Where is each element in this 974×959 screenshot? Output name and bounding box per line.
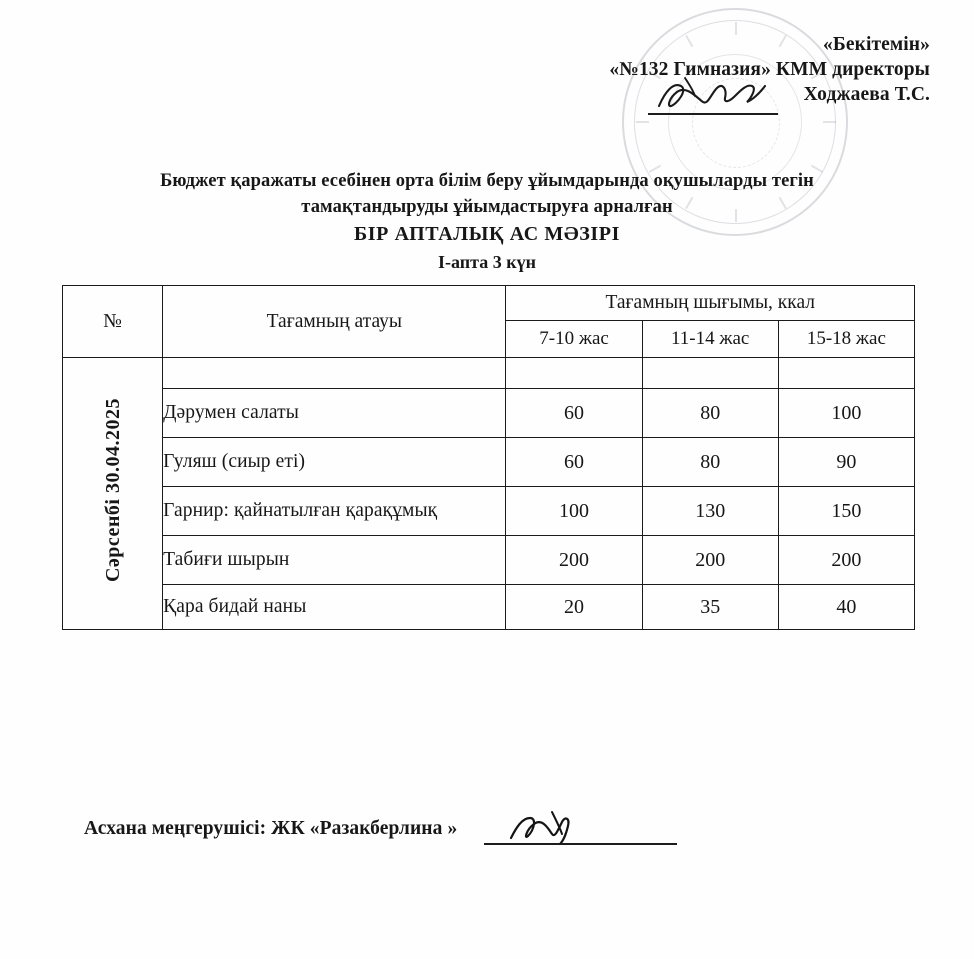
director-name: Ходжаева Т.С.	[803, 84, 930, 105]
table-row	[63, 438, 915, 487]
table-row	[63, 389, 915, 438]
value-age-11-14: 200	[642, 536, 778, 585]
header-age-7-10: 7-10 жас	[506, 321, 642, 358]
header-output: Тағамның шығымы, ккал	[506, 286, 915, 321]
spacer-value-cell-2	[642, 358, 778, 389]
header-age-11-14: 11-14 жас	[642, 321, 778, 358]
value-age-7-10: 60	[506, 389, 642, 438]
value-age-11-14: 130	[642, 487, 778, 536]
date-text: 30.04.2025	[101, 398, 124, 494]
director-org-title: «№132 Гимназия» КММ директоры	[609, 59, 930, 80]
value-age-15-18: 90	[778, 438, 914, 487]
spacer-value-cell-1	[506, 358, 642, 389]
header-dish-name: Тағамның атауы	[163, 286, 506, 358]
value-age-7-10: 20	[506, 585, 642, 630]
title-line-2: тамақтандыруды ұйымдастыруға арналған	[301, 197, 673, 217]
header-number: №	[63, 286, 163, 358]
value-age-15-18: 200	[778, 536, 914, 585]
approval-word: «Бекітемін»	[823, 34, 930, 55]
menu-table	[62, 285, 915, 630]
weekday-text: Сәрсенбі	[101, 498, 124, 583]
value-age-11-14: 35	[642, 585, 778, 630]
value-age-15-18: 100	[778, 389, 914, 438]
value-age-11-14: 80	[642, 438, 778, 487]
title-line-1: Бюджет қаражаты есебінен орта білім беру ұйымдарында оқушыларды тегін	[160, 171, 814, 191]
day-date-vertical-text	[100, 398, 126, 582]
canteen-manager-label: Асхана меңгерушісі: ЖК «Разакберлина »	[84, 818, 458, 839]
canteen-manager-signature-line	[484, 843, 677, 845]
value-age-15-18: 40	[778, 585, 914, 630]
spacer-value-cell-3	[778, 358, 914, 389]
table-row	[63, 487, 915, 536]
document-title	[0, 168, 974, 276]
dish-name: Табиғи шырын	[163, 536, 506, 585]
table-row	[63, 536, 915, 585]
value-age-15-18: 150	[778, 487, 914, 536]
value-age-7-10: 100	[506, 487, 642, 536]
dish-name: Гарнир: қайнатылған қарақұмық	[163, 487, 506, 536]
spacer-dish-cell	[163, 358, 506, 389]
value-age-7-10: 60	[506, 438, 642, 487]
canteen-manager-signature	[508, 806, 598, 846]
dish-name: Гуляш (сиыр еті)	[163, 438, 506, 487]
value-age-11-14: 80	[642, 389, 778, 438]
director-signature-line	[648, 113, 778, 115]
header-age-15-18: 15-18 жас	[778, 321, 914, 358]
table-row	[63, 585, 915, 630]
menu-heading: БІР АПТАЛЫҚ АС МӘЗІРІ	[353, 223, 621, 245]
table-spacer-row	[63, 358, 915, 389]
week-day-label: I-апта 3 күн	[438, 252, 536, 272]
value-age-7-10: 200	[506, 536, 642, 585]
dish-name: Қара бидай наны	[163, 585, 506, 630]
approval-block	[520, 32, 930, 107]
day-date-cell	[63, 358, 163, 630]
table-header-row-main	[63, 286, 915, 321]
dish-name: Дәрумен салаты	[163, 389, 506, 438]
